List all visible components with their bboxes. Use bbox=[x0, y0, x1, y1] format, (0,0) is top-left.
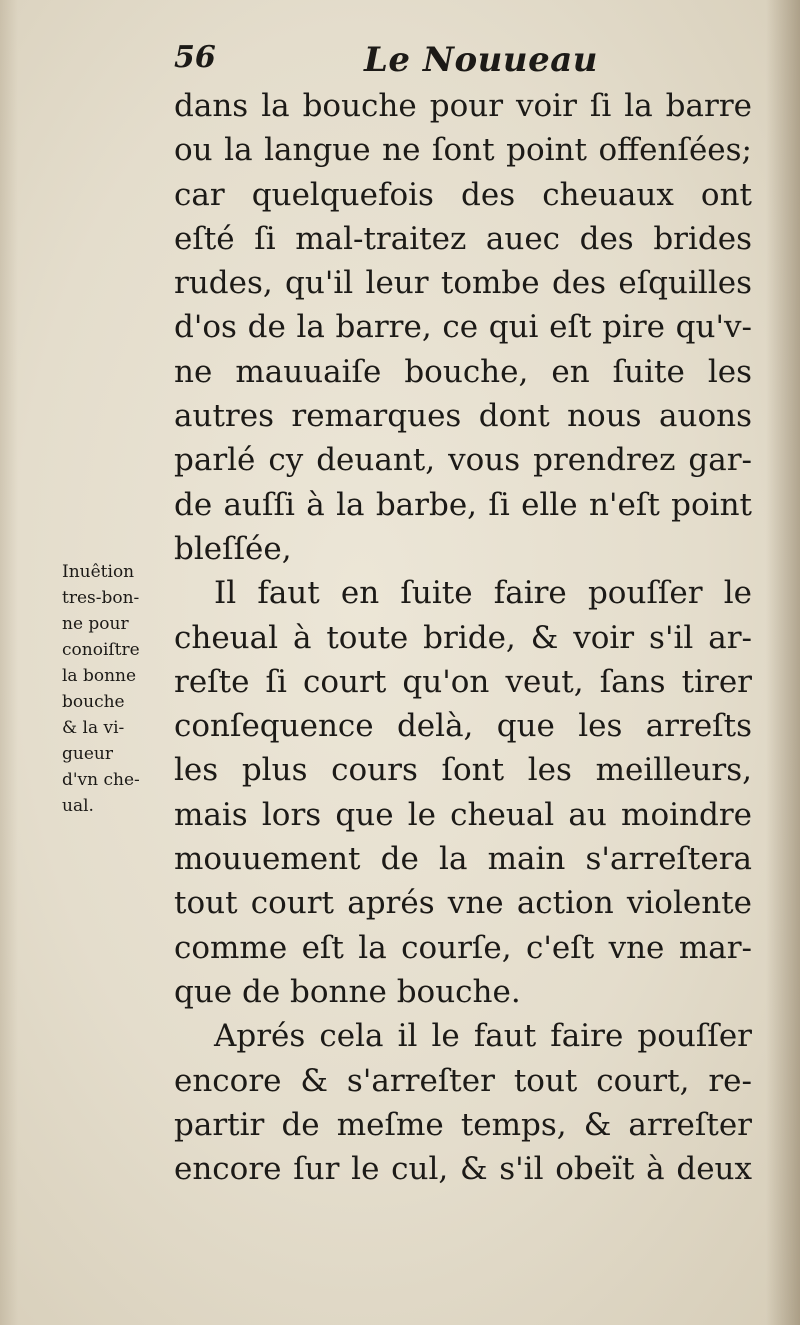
text-line: encore ſur le cul, & s'il obeït à deux bbox=[174, 1151, 752, 1188]
text-line: dans la bouche pour voir ſi la barre bbox=[174, 88, 752, 124]
margin-note bbox=[62, 559, 172, 819]
page-header bbox=[174, 40, 734, 90]
margin-note-line: d'vn che- bbox=[62, 770, 140, 790]
text-line: reſte ſi court qu'on veut, ſans tirer bbox=[174, 663, 752, 700]
page-number: 56 bbox=[174, 40, 216, 75]
margin-note-line: bouche bbox=[62, 692, 125, 712]
margin-note-line: conoiſtre bbox=[62, 640, 140, 660]
paragraph-first-line: Aprés cela il le faut faire pouſſer bbox=[214, 1018, 752, 1055]
text-line: bleſſée, bbox=[174, 530, 292, 567]
paragraph-first-line: Il faut en ſuite faire pouſſer le bbox=[214, 575, 752, 612]
text-line: d'os de la barre, ce qui eſt pire qu'v- bbox=[174, 309, 752, 346]
text-line: de auſſi à la barbe, ſi elle n'eſt point bbox=[174, 486, 752, 523]
text-line: tout court aprés vne action violente bbox=[174, 885, 752, 922]
margin-note-line: & la vi- bbox=[62, 718, 125, 738]
margin-note-line: gueur bbox=[62, 744, 113, 764]
text-line: les plus cours ſont les meilleurs, bbox=[174, 752, 752, 789]
page-edge-shadow bbox=[766, 0, 800, 1325]
text-line: ne mauuaiſe bouche, en ſuite les bbox=[174, 353, 752, 390]
text-line: comme eſt la courſe, c'eſt vne mar- bbox=[174, 929, 752, 966]
margin-note-line: Inuêtion bbox=[62, 562, 135, 582]
text-line: encore & s'arreſter tout court, re- bbox=[174, 1062, 752, 1099]
body-text bbox=[174, 84, 752, 1191]
text-line: autres remarques dont nous auons bbox=[174, 398, 752, 435]
text-line: mouuement de la main s'arreſtera bbox=[174, 841, 752, 878]
margin-note-line: ne pour bbox=[62, 614, 129, 634]
margin-note-line: tres-bon- bbox=[62, 588, 140, 608]
text-line: ou la langue ne ſont point offenſées; bbox=[174, 132, 752, 169]
running-title: Le Nouueau bbox=[364, 40, 598, 80]
text-line: que de bonne bouche. bbox=[174, 973, 521, 1010]
margin-note-line: la bonne bbox=[62, 666, 137, 686]
text-line: parlé cy deuant, vous prendrez gar- bbox=[174, 442, 752, 479]
text-line: mais lors que le cheual au moindre bbox=[174, 796, 752, 833]
margin-note-line: ual. bbox=[62, 796, 94, 816]
text-line: car quelquefois des cheuaux ont bbox=[174, 176, 752, 213]
text-line: eſté ſi mal-traitez auec des brides bbox=[174, 220, 752, 257]
text-line: rudes, qu'il leur tombe des eſquilles bbox=[174, 265, 752, 302]
text-line: partir de meſme temps, & arreſter bbox=[174, 1106, 752, 1143]
text-line: cheual à toute bride, & voir s'il ar- bbox=[174, 619, 752, 656]
gutter-shadow bbox=[0, 0, 18, 1325]
text-line: conſequence delà, que les arreſts bbox=[174, 708, 752, 745]
